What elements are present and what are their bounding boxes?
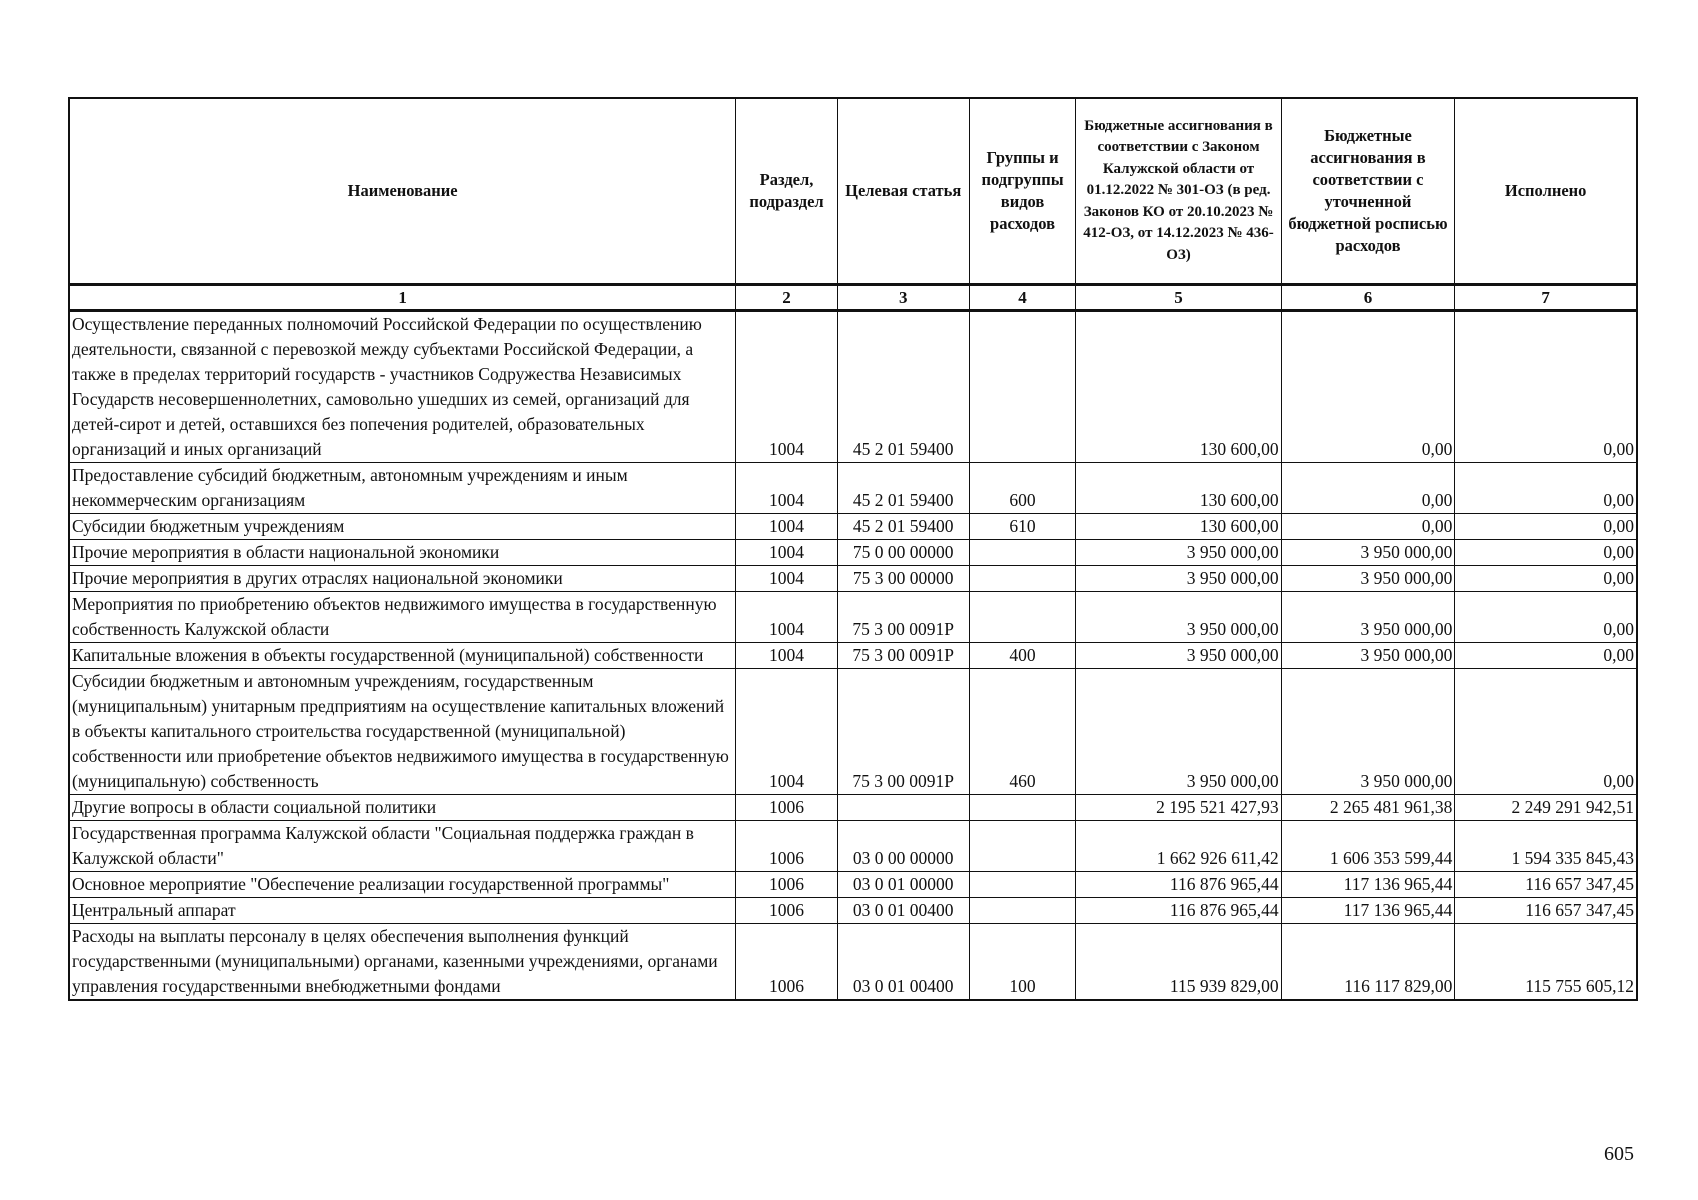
row-group-cell — [969, 795, 1076, 821]
row-article-cell: 75 0 00 00000 — [837, 540, 969, 566]
row-name-cell: Мероприятия по приобретению объектов недвижимого имущества в государственную собственность Калужской области — [69, 592, 736, 643]
row-group-cell — [969, 898, 1076, 924]
table-row — [69, 872, 1637, 898]
row-group-cell — [969, 540, 1076, 566]
row-name-cell: Предоставление субсидий бюджетным, автономным учреждениям и иным некоммерческим организациям — [69, 463, 736, 514]
row-refined-amount-cell: 3 950 000,00 — [1281, 643, 1455, 669]
row-refined-amount-cell: 0,00 — [1281, 463, 1455, 514]
row-executed-amount-cell: 0,00 — [1455, 463, 1637, 514]
row-law-amount-cell: 116 876 965,44 — [1076, 872, 1281, 898]
table-row — [69, 643, 1637, 669]
row-article-cell: 45 2 01 59400 — [837, 463, 969, 514]
row-article-cell: 45 2 01 59400 — [837, 514, 969, 540]
row-article-cell: 03 0 01 00400 — [837, 898, 969, 924]
table-row — [69, 795, 1637, 821]
row-law-amount-cell: 3 950 000,00 — [1076, 669, 1281, 795]
row-section-cell: 1004 — [736, 566, 838, 592]
row-name-cell: Субсидии бюджетным и автономным учреждениям, государственным (муниципальным) унитарным предприятиям на осуществление капитальных вложений в объекты капитального строительства государственной (муниципальной) собственности или приобретение объектов недвижимого имущества в государственную (муниципальную) собственность — [69, 669, 736, 795]
table-row — [69, 311, 1637, 463]
table-row — [69, 540, 1637, 566]
table-row — [69, 514, 1637, 540]
row-executed-amount-cell: 0,00 — [1455, 311, 1637, 463]
row-section-cell: 1004 — [736, 592, 838, 643]
row-group-cell: 100 — [969, 924, 1076, 1001]
row-executed-amount-cell: 0,00 — [1455, 566, 1637, 592]
header-name: Наименование — [69, 98, 736, 285]
table-row — [69, 566, 1637, 592]
row-article-cell: 03 0 01 00000 — [837, 872, 969, 898]
row-refined-amount-cell: 1 606 353 599,44 — [1281, 821, 1455, 872]
table-body — [69, 311, 1637, 1001]
row-refined-amount-cell: 0,00 — [1281, 311, 1455, 463]
row-law-amount-cell: 130 600,00 — [1076, 463, 1281, 514]
row-name-cell: Прочие мероприятия в других отраслях национальной экономики — [69, 566, 736, 592]
header-law-allocations: Бюджетные ассигнования в соответствии с Законом Калужской области от 01.12.2022 № 301-ОЗ (в ред. Законов КО от 20.10.2023 № 412-ОЗ, от 14.12.2023 № 436-ОЗ) — [1076, 98, 1281, 285]
header-expense-group: Группы и подгруппы видов расходов — [969, 98, 1076, 285]
row-law-amount-cell: 3 950 000,00 — [1076, 540, 1281, 566]
column-number: 7 — [1455, 285, 1637, 311]
page-number: 605 — [1604, 1143, 1634, 1165]
row-refined-amount-cell: 117 136 965,44 — [1281, 898, 1455, 924]
row-group-cell — [969, 821, 1076, 872]
row-group-cell — [969, 872, 1076, 898]
row-refined-amount-cell: 3 950 000,00 — [1281, 566, 1455, 592]
row-law-amount-cell: 3 950 000,00 — [1076, 592, 1281, 643]
row-section-cell: 1004 — [736, 643, 838, 669]
row-group-cell: 600 — [969, 463, 1076, 514]
row-group-cell: 610 — [969, 514, 1076, 540]
table-row — [69, 463, 1637, 514]
row-executed-amount-cell: 116 657 347,45 — [1455, 872, 1637, 898]
row-name-cell: Прочие мероприятия в области национальной экономики — [69, 540, 736, 566]
row-name-cell: Другие вопросы в области социальной политики — [69, 795, 736, 821]
row-executed-amount-cell: 2 249 291 942,51 — [1455, 795, 1637, 821]
row-law-amount-cell: 3 950 000,00 — [1076, 643, 1281, 669]
row-law-amount-cell: 3 950 000,00 — [1076, 566, 1281, 592]
row-name-cell: Центральный аппарат — [69, 898, 736, 924]
row-article-cell: 03 0 01 00400 — [837, 924, 969, 1001]
row-group-cell — [969, 592, 1076, 643]
row-section-cell: 1004 — [736, 463, 838, 514]
row-law-amount-cell: 1 662 926 611,42 — [1076, 821, 1281, 872]
row-name-cell: Расходы на выплаты персоналу в целях обеспечения выполнения функций государственными (муниципальными) органами, казенными учреждениями, органами управления государственными внебюджетными фондами — [69, 924, 736, 1001]
row-refined-amount-cell: 3 950 000,00 — [1281, 540, 1455, 566]
column-number-row — [69, 285, 1637, 311]
row-article-cell: 75 3 00 0091P — [837, 643, 969, 669]
column-number: 2 — [736, 285, 838, 311]
row-name-cell: Субсидии бюджетным учреждениям — [69, 514, 736, 540]
column-number: 4 — [969, 285, 1076, 311]
row-refined-amount-cell: 3 950 000,00 — [1281, 669, 1455, 795]
row-article-cell: 75 3 00 0091P — [837, 669, 969, 795]
row-law-amount-cell: 2 195 521 427,93 — [1076, 795, 1281, 821]
row-section-cell: 1006 — [736, 872, 838, 898]
row-article-cell: 03 0 00 00000 — [837, 821, 969, 872]
row-section-cell: 1006 — [736, 924, 838, 1001]
row-section-cell: 1004 — [736, 311, 838, 463]
header-section: Раздел, подраздел — [736, 98, 838, 285]
row-refined-amount-cell: 3 950 000,00 — [1281, 592, 1455, 643]
table-row — [69, 669, 1637, 795]
column-number: 5 — [1076, 285, 1281, 311]
row-name-cell: Осуществление переданных полномочий Российской Федерации по осуществлению деятельности, связанной с перевозкой между субъектами Российской Федерации, а также в пределах территорий государств - участников Содружества Независимых Государств несовершеннолетних, самовольно ушедших из семей, организаций для детей-сирот и детей, оставшихся без попечения родителей, образовательных организаций и иных организаций — [69, 311, 736, 463]
row-law-amount-cell: 130 600,00 — [1076, 311, 1281, 463]
column-number: 3 — [837, 285, 969, 311]
row-refined-amount-cell: 2 265 481 961,38 — [1281, 795, 1455, 821]
header-refined-allocations: Бюджетные ассигнования в соответствии с уточненной бюджетной росписью расходов — [1281, 98, 1455, 285]
row-executed-amount-cell: 116 657 347,45 — [1455, 898, 1637, 924]
row-section-cell: 1006 — [736, 898, 838, 924]
row-group-cell — [969, 566, 1076, 592]
row-section-cell: 1006 — [736, 795, 838, 821]
table-row — [69, 592, 1637, 643]
header-row — [69, 98, 1637, 285]
row-executed-amount-cell: 0,00 — [1455, 592, 1637, 643]
row-law-amount-cell: 130 600,00 — [1076, 514, 1281, 540]
row-section-cell: 1004 — [736, 514, 838, 540]
row-article-cell: 75 3 00 0091P — [837, 592, 969, 643]
row-article-cell: 45 2 01 59400 — [837, 311, 969, 463]
row-group-cell: 460 — [969, 669, 1076, 795]
row-section-cell: 1004 — [736, 540, 838, 566]
row-refined-amount-cell: 116 117 829,00 — [1281, 924, 1455, 1001]
table-row — [69, 898, 1637, 924]
row-law-amount-cell: 115 939 829,00 — [1076, 924, 1281, 1001]
column-number: 6 — [1281, 285, 1455, 311]
row-law-amount-cell: 116 876 965,44 — [1076, 898, 1281, 924]
column-number: 1 — [69, 285, 736, 311]
row-name-cell: Капитальные вложения в объекты государственной (муниципальной) собственности — [69, 643, 736, 669]
row-article-cell: 75 3 00 00000 — [837, 566, 969, 592]
table-row — [69, 924, 1637, 1001]
row-name-cell: Государственная программа Калужской области "Социальная поддержка граждан в Калужской области" — [69, 821, 736, 872]
row-executed-amount-cell: 0,00 — [1455, 643, 1637, 669]
header-executed: Исполнено — [1455, 98, 1637, 285]
row-executed-amount-cell: 0,00 — [1455, 514, 1637, 540]
row-group-cell — [969, 311, 1076, 463]
row-executed-amount-cell: 0,00 — [1455, 669, 1637, 795]
row-executed-amount-cell: 115 755 605,12 — [1455, 924, 1637, 1001]
budget-execution-table — [68, 97, 1638, 1001]
row-section-cell: 1006 — [736, 821, 838, 872]
row-executed-amount-cell: 0,00 — [1455, 540, 1637, 566]
row-section-cell: 1004 — [736, 669, 838, 795]
row-executed-amount-cell: 1 594 335 845,43 — [1455, 821, 1637, 872]
header-target-article: Целевая статья — [837, 98, 969, 285]
row-refined-amount-cell: 0,00 — [1281, 514, 1455, 540]
row-name-cell: Основное мероприятие "Обеспечение реализации государственной программы" — [69, 872, 736, 898]
row-refined-amount-cell: 117 136 965,44 — [1281, 872, 1455, 898]
row-article-cell — [837, 795, 969, 821]
row-group-cell: 400 — [969, 643, 1076, 669]
table-row — [69, 821, 1637, 872]
